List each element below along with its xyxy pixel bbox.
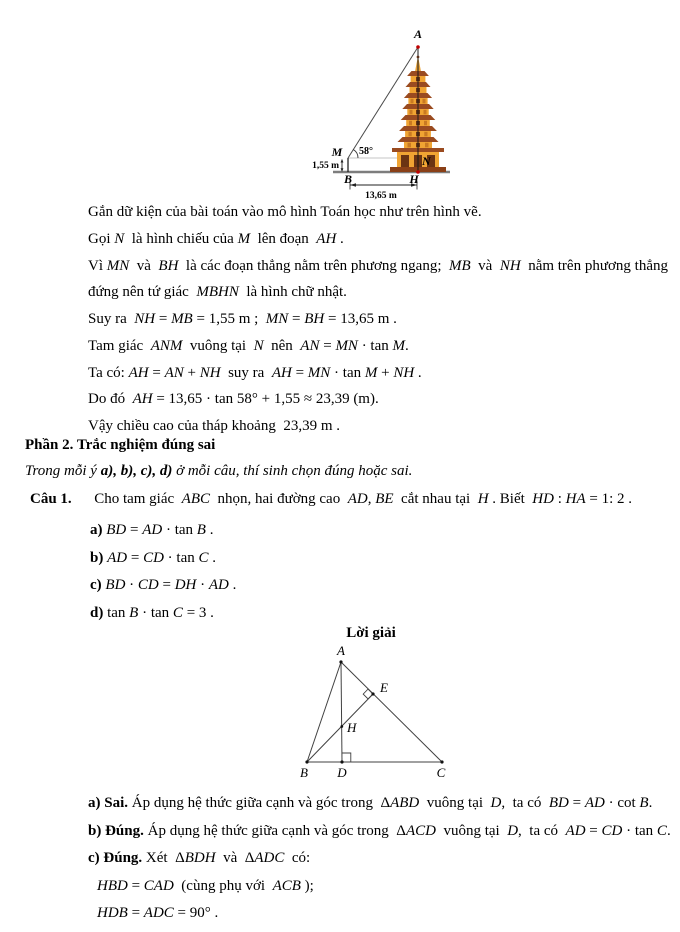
solution-line: Tam giác ANM vuông tại N nên AN = MN · tan M. bbox=[88, 337, 409, 354]
right-angle-mark-d bbox=[342, 753, 351, 762]
answers-block bbox=[88, 790, 671, 928]
tower-label-b: B bbox=[343, 172, 353, 186]
solution-line: Gắn dữ kiện của bài toán vào mô hình Toán học như trên hình vẽ. bbox=[88, 204, 482, 220]
option-b: b) AD = CD · tan C . bbox=[90, 549, 216, 566]
height-value-label: 1,55 m bbox=[312, 161, 339, 171]
tower-label-a: A bbox=[413, 27, 423, 41]
option-a: a) BD = AD · tan B . bbox=[90, 522, 214, 538]
triangle-figure bbox=[293, 642, 463, 792]
triangle-vertex-dots bbox=[305, 660, 443, 763]
solution-line: Ta có: AH = AN + NH suy ra AH = MN · tan M + NH . bbox=[88, 364, 422, 381]
loi-giai-heading: Lời giải bbox=[346, 625, 396, 641]
solution-line: Do đó AH = 13,65 · tan 58° + 1,55 ≈ 23,39 (m). bbox=[88, 391, 379, 408]
answer-c: c) Đúng. Xét ΔBDH và ΔADC có: bbox=[88, 850, 311, 866]
tower-label-h: H bbox=[409, 172, 419, 186]
solution-line: Vậy chiều cao của tháp khoảng 23,39 m . bbox=[88, 418, 341, 434]
tower-label-n: N bbox=[422, 154, 431, 168]
tower-figure bbox=[293, 26, 468, 206]
triangle-label-d: D bbox=[337, 765, 347, 780]
solution-block bbox=[88, 199, 668, 440]
triangle-lines bbox=[307, 662, 442, 762]
triangle-label-b: B bbox=[300, 765, 308, 780]
question-options bbox=[90, 517, 236, 628]
triangle-label-c: C bbox=[436, 765, 446, 780]
angle-arc bbox=[353, 150, 358, 159]
triangle-label-a: A bbox=[337, 643, 345, 658]
angle-equality-line: HBD = CAD (cùng phụ với ACB ); bbox=[97, 877, 314, 894]
option-d: d) tan B · tan C = 3 . bbox=[90, 605, 214, 622]
tower-label-m: M bbox=[331, 145, 343, 159]
point-a-marker bbox=[416, 45, 420, 49]
triangle-label-h: H bbox=[347, 720, 357, 735]
answer-a: a) Sai. Áp dụng hệ thức giữa cạnh và góc trong ΔABD vuông tại D, ta có BD = AD · cot B. bbox=[88, 795, 653, 811]
solution-line: Vì MN và BH là các đoạn thẳng nằm trên phương ngang; MB và NH nằm trên phương thẳng bbox=[88, 257, 668, 274]
exam-instruction: Trong mỗi ý a), b), c), d) ở mỗi câu, thí sinh chọn đúng hoặc sai. bbox=[25, 463, 413, 479]
solution-line: Suy ra NH = MB = 1,55 m ; MN = BH = 13,65 m . bbox=[88, 311, 397, 327]
height-measure-arrow bbox=[341, 159, 344, 172]
angle-value-label: 58° bbox=[359, 146, 373, 157]
answer-b: b) Đúng. Áp dụng hệ thức giữa cạnh và góc trong ΔACD vuông tại D, ta có AD = CD · tan C. bbox=[88, 822, 671, 839]
distance-dimension-arrow bbox=[350, 181, 417, 190]
option-c: c) BD · CD = DH · AD . bbox=[90, 577, 237, 594]
right-angle-equality-line: HDB = ADC = 90° . bbox=[97, 905, 219, 921]
distance-value-label: 13,65 m bbox=[365, 191, 397, 201]
solution-line: đứng nên tứ giác MBHN là hình chữ nhật. bbox=[88, 284, 347, 301]
triangle-label-e: E bbox=[380, 680, 388, 695]
part2-heading: Phần 2. Trắc nghiệm đúng sai bbox=[25, 437, 216, 453]
question-1: Câu 1. Cho tam giác ABC nhọn, hai đường cao AD, BE cắt nhau tại H . Biết HD : HA = 1: 2 . bbox=[30, 491, 633, 507]
solution-line: Gọi N là hình chiếu của M lên đoạn AH . bbox=[88, 230, 344, 247]
